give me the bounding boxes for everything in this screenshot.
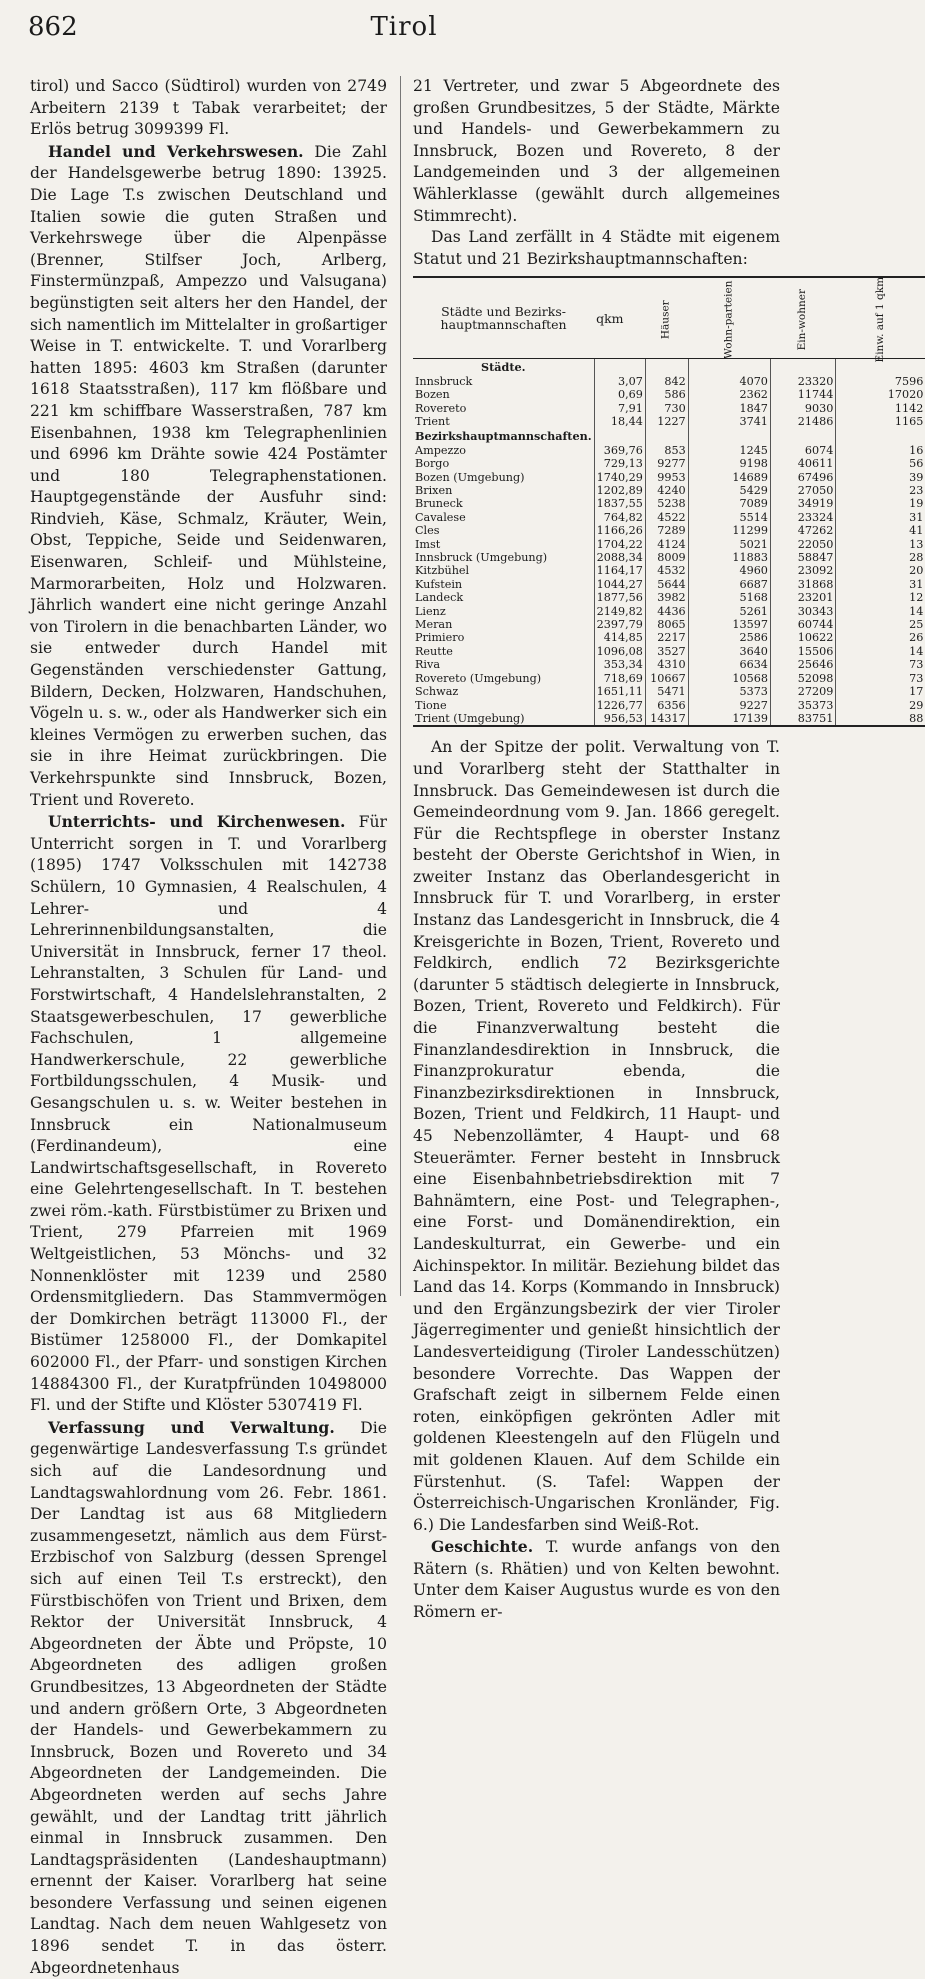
table-cell: 13	[836, 538, 925, 551]
table-cell: 19	[836, 497, 925, 510]
table-cell: 6074	[770, 444, 835, 457]
table-cell-name: Trient (Umgebung)	[413, 712, 594, 726]
paragraph-text: Die gegenwärtige Landesverfassung T.s gründet sich auf die Landesordnung und Landtagswahlordnung vom 26. Febr. 1861. Der Landtag ist aus 68 Mitgliedern zusammengesetzt, nämlich aus dem Fürst-Erzbischof von Salzburg (dessen Sprengel sich auf einen Teil T.s erstreckt), den Fürstbischöfen von Trient und Brixen, dem Rektor der Universität Innsbruck, 4 Abgeordneten der Äbte und Pröpste, 10 Abgeordneten des adligen großen Grundbesitzes, 13 Abgeordneten der Städte und andern größern Orte, 3 Abgeordneten der Handels- und Gewerbekammern zu Innsbruck, Bozen und Rovereto und 34 Abgeordneten der Landgemeinden. Die Abgeordneten werden auf sechs Jahre gewählt, und der Landtag tritt jährlich einmal in Innsbruck zusammen. Den Landtagspräsidenten (Landeshauptmann) ernennt der Kaiser. Vorarlberg hat seine besondere Verfassung und seinen eigenen Landtag. Nach dem neuen Wahlgesetz von 1896 sendet T. in das österr. Abgeordnetenhaus	[30, 1418, 387, 1977]
table-cell-name: Imst	[415, 537, 441, 551]
table-cell: 11299	[688, 524, 770, 537]
table-cell	[688, 359, 770, 375]
table-cell-name: Brixen	[415, 484, 453, 497]
table-cell: 10622	[770, 631, 835, 644]
table-row	[413, 402, 925, 415]
table-cell: 2586	[688, 631, 770, 644]
table-cell: 23	[836, 484, 925, 497]
table-cell: 40611	[770, 457, 835, 470]
table-row	[413, 605, 925, 618]
table-cell: 7289	[645, 524, 688, 537]
table-row	[413, 699, 925, 712]
section-heading: Geschichte.	[431, 1537, 534, 1557]
table-cell: 73	[836, 672, 925, 685]
table-cell: 2362	[688, 388, 770, 401]
table-cell	[770, 428, 835, 443]
table-cell: 23320	[770, 375, 835, 388]
table-cell: 73	[836, 658, 925, 671]
table-cell: 23092	[770, 564, 835, 577]
table-cell-name: Bruneck	[415, 497, 463, 511]
table-cell: 25	[836, 618, 925, 631]
table-cell: 4070	[688, 375, 770, 388]
table-cell: 14317	[645, 712, 688, 726]
table-cell: 1142	[836, 402, 925, 415]
table-cell: 5373	[688, 685, 770, 698]
table-row	[413, 564, 925, 577]
table-section-label: Bezirkshauptmannschaften.	[415, 429, 592, 444]
table-cell: 5238	[645, 497, 688, 510]
table-row	[413, 578, 925, 591]
table-cell: 35373	[770, 699, 835, 712]
paragraph	[30, 1417, 387, 1979]
table-cell: 5261	[688, 605, 770, 618]
table-cell: 10568	[688, 672, 770, 685]
table-section-row	[413, 359, 925, 375]
table-cell: 1226,77	[594, 699, 645, 712]
table-cell: 1651,11	[594, 685, 645, 698]
table-cell: 4960	[688, 564, 770, 577]
col-header-density: Einw. auf 1 qkm	[836, 277, 925, 359]
table-cell: 31	[836, 578, 925, 591]
table-row	[413, 497, 925, 510]
table-cell: 39	[836, 471, 925, 484]
table-cell: 25646	[770, 658, 835, 671]
paragraph-text: T. wurde anfangs von den Rätern (s. Rhätien) und von Kelten bewohnt. Unter dem Kaiser Augustus wurde es von den Römern er-	[413, 1538, 780, 1622]
table-row	[413, 658, 925, 671]
table-cell	[836, 428, 925, 443]
col-header-inhabitants: Ein-wohner	[770, 277, 835, 359]
table-cell: 10667	[645, 672, 688, 685]
paragraph-text: Das Land zerfällt in 4 Städte mit eigenem Statut und 21 Bezirkshauptmannschaften:	[413, 228, 780, 268]
table-cell-name: Bozen (Umgebung)	[415, 470, 525, 484]
table-cell: 1166,26	[594, 524, 645, 537]
table-row	[413, 375, 925, 388]
table-cell: 414,85	[594, 631, 645, 644]
table-cell: 7089	[688, 497, 770, 510]
table-cell-name: Rovereto	[415, 401, 467, 415]
table-cell: 5514	[688, 511, 770, 524]
table-section-label: Städte.	[481, 360, 526, 375]
table-cell: 1202,89	[594, 484, 645, 497]
table-cell: 5644	[645, 578, 688, 591]
table-row	[413, 388, 925, 401]
table-cell: 1847	[688, 402, 770, 415]
table-cell: 1227	[645, 415, 688, 428]
table-cell: 52098	[770, 672, 835, 685]
table-cell: 1164,17	[594, 564, 645, 577]
table-cell-name: Tione	[415, 698, 447, 712]
table-cell: 718,69	[594, 672, 645, 685]
table-cell: 18,44	[594, 415, 645, 428]
table-cell: 1245	[688, 444, 770, 457]
table-cell: 3527	[645, 645, 688, 658]
table-cell: 20	[836, 564, 925, 577]
table-row	[413, 415, 925, 428]
table-cell: 17139	[688, 712, 770, 726]
table-row	[413, 591, 925, 604]
table-cell: 4124	[645, 538, 688, 551]
table-cell: 9227	[688, 699, 770, 712]
table-cell: 1044,27	[594, 578, 645, 591]
table-cell: 1877,56	[594, 591, 645, 604]
table-cell-name: Landeck	[415, 591, 464, 605]
table-cell: 4522	[645, 511, 688, 524]
table-cell-name: Trient	[415, 414, 450, 428]
table-cell: 2088,34	[594, 551, 645, 564]
table-cell: 22050	[770, 538, 835, 551]
table-cell: 369,76	[594, 444, 645, 457]
districts-table	[413, 276, 925, 727]
table-cell: 5021	[688, 538, 770, 551]
table-cell-name: Innsbruck (Umgebung)	[415, 551, 548, 565]
table-cell: 353,34	[594, 658, 645, 671]
page-number: 862	[28, 12, 78, 42]
table-cell: 56	[836, 457, 925, 470]
table-cell: 88	[836, 712, 925, 726]
table-cell: 1096,08	[594, 645, 645, 658]
table-cell: 34919	[770, 497, 835, 510]
table-section-row	[413, 428, 925, 443]
table-row	[413, 484, 925, 497]
table-cell	[594, 359, 645, 375]
table-cell: 17020	[836, 388, 925, 401]
paragraph-text: An der Spitze der polit. Verwaltung von T. und Vorarlberg steht der Statthalter in Innsbruck. Das Gemeindewesen ist durch die Gemeindeordnung vom 9. Jan. 1866 geregelt. Für die Rechtspflege in oberster Instanz besteht der Oberste Gerichtshof in Wien, in zweiter Instanz das Oberlandesgericht in Innsbruck für T. und Vorarlberg, in erster Instanz das Landesgericht in Innsbruck, die 4 Kreisgerichte in Bozen, Trient, Rovereto und Feldkirch, endlich 72 Bezirksgerichte (darunter 5 städtisch delegierte in Innsbruck, Bozen, Trient, Rovereto und Feldkirch). Für die Finanzverwaltung besteht die Finanzlandesdirektion in Innsbruck, die Finanzprokuratur ebenda, die Finanzbezirksdirektionen in Innsbruck, Bozen, Trient und Feldkirch, 11 Haupt- und 45 Nebenzollämter, 4 Haupt- und 68 Steuerämter. Ferner besteht in Innsbruck eine Eisenbahnbetriebsdirektion mit 7 Bahnämtern, eine Post- und Telegraphen-, eine Forst- und Domänendirektion, ein Landeskulturrat, ein Gewerbe- und ein Aichinspektor. In militär. Beziehung bildet das Land das 14. Korps (Kommando in Innsbruck) und den Ergänzungsbezirk der vier Tiroler Jägerregimenter und genießt hinsichtlich der Landesverteidigung (Tiroler Landesschützen) besondere Vorrechte. Das Wappen der Grafschaft zeigt in silbernem Felde einen roten, einköpfigen gekrönten Adler mit goldenen Kleestengeln auf den Flügeln und mit goldenen Klauen. Auf dem Schilde ein Fürstenhut. (S. Tafel: Wappen der Österreichisch-Ungarischen Kronländer, Fig. 6.) Die Landesfarben sind Weiß-Rot.	[413, 738, 780, 1534]
page-header	[28, 8, 780, 48]
table-cell-name: Schwaz	[415, 685, 459, 699]
table-cell: 9953	[645, 471, 688, 484]
table-cell	[645, 359, 688, 375]
table-row	[413, 551, 925, 564]
table-cell: 27050	[770, 484, 835, 497]
table-cell: 9277	[645, 457, 688, 470]
col-header-households: Wohn-parteien	[688, 277, 770, 359]
table-cell: 3,07	[594, 375, 645, 388]
table-cell: 6634	[688, 658, 770, 671]
table-cell	[594, 428, 645, 443]
table-cell: 730	[645, 402, 688, 415]
table-cell: 729,13	[594, 457, 645, 470]
table-cell: 5471	[645, 685, 688, 698]
table-cell-name: Riva	[415, 658, 440, 672]
table-cell: 21486	[770, 415, 835, 428]
table-cell: 16	[836, 444, 925, 457]
paragraph	[30, 141, 387, 811]
table-cell: 28	[836, 551, 925, 564]
table-cell: 4436	[645, 605, 688, 618]
right-intro	[413, 76, 780, 270]
section-heading: Handel und Verkehrswesen.	[48, 141, 304, 161]
table-cell: 586	[645, 388, 688, 401]
paragraph	[413, 737, 780, 1536]
section-heading: Unterrichts- und Kirchenwesen.	[48, 812, 346, 832]
table-row	[413, 712, 925, 726]
paragraph	[413, 1536, 780, 1623]
right-column	[413, 76, 924, 1624]
col-header-name: Städte und Bezirks-hauptmannschaften	[413, 277, 594, 359]
table-cell: 2217	[645, 631, 688, 644]
table-cell-name: Cles	[415, 524, 440, 538]
table-cell: 11883	[688, 551, 770, 564]
table-cell: 47262	[770, 524, 835, 537]
table-cell: 12	[836, 591, 925, 604]
table-cell: 4240	[645, 484, 688, 497]
table-cell: 83751	[770, 712, 835, 726]
table-cell: 4532	[645, 564, 688, 577]
table-cell-name: Primiero	[415, 631, 465, 645]
table-cell: 30343	[770, 605, 835, 618]
paragraph-text: 21 Vertreter, und zwar 5 Abgeordnete des großen Grundbesitzes, 5 der Städte, Märkte und Handels- und Gewerbekammern zu Innsbruck, Bozen und Rovereto, 8 der Landgemeinden und 3 der allgemeinen Wählerklasse (gewählt durch allgemeines Stimmrecht).	[413, 77, 780, 225]
table-cell-name: Reutte	[415, 644, 453, 658]
table-cell: 5168	[688, 591, 770, 604]
table-cell: 67496	[770, 471, 835, 484]
table-cell: 31868	[770, 578, 835, 591]
table-row	[413, 672, 925, 685]
table-cell: 8009	[645, 551, 688, 564]
table-cell: 11744	[770, 388, 835, 401]
table-header-row	[413, 277, 925, 359]
table-cell: 13597	[688, 618, 770, 631]
table-cell-name: Meran	[415, 618, 453, 632]
table-cell: 853	[645, 444, 688, 457]
table-cell: 6356	[645, 699, 688, 712]
table-cell: 956,53	[594, 712, 645, 726]
table-cell	[770, 359, 835, 375]
table-cell: 29	[836, 699, 925, 712]
table-cell	[688, 428, 770, 443]
table-cell: 764,82	[594, 511, 645, 524]
table-cell: 7,91	[594, 402, 645, 415]
paragraph	[413, 76, 780, 227]
paragraph	[413, 227, 780, 270]
col-header-qkm: qkm	[594, 277, 645, 359]
table-cell: 26	[836, 631, 925, 644]
table-cell-name: Borgo	[415, 457, 450, 471]
table-cell-name: Rovereto (Umgebung)	[415, 671, 542, 685]
table-cell: 1837,55	[594, 497, 645, 510]
table-cell: 14	[836, 605, 925, 618]
table-cell: 9030	[770, 402, 835, 415]
table-cell: 1704,22	[594, 538, 645, 551]
table-cell: 31	[836, 511, 925, 524]
table-row	[413, 444, 925, 457]
table-cell: 15506	[770, 645, 835, 658]
section-heading: Verfassung und Verwaltung.	[48, 1417, 335, 1437]
table-cell: 842	[645, 375, 688, 388]
table-cell-name: Cavalese	[415, 510, 466, 524]
table-row	[413, 685, 925, 698]
paragraph-text: Für Unterricht sorgen in T. und Vorarlberg (1895) 1747 Volksschulen mit 142738 Schülern, 10 Gymnasien, 4 Realschulen, 4 Lehrer- und 4 Lehrerinnenbildungsanstalten, die Universität in Innsbruck, ferner 17 theol. Lehranstalten, 3 Schulen für Land- und Forstwirtschaft, 4 Handelslehranstalten, 2 Staatsgewerbeschulen, 17 gewerbliche Fachschulen, 1 allgemeine Handwerkerschule, 22 gewerbliche Fortbildungsschulen, 4 Musik- und Gesangschulen u. s. w. Weiter bestehen in Innsbruck ein Nationalmuseum (Ferdinandeum), eine Landwirtschaftsgesellschaft, in Rovereto eine Gelehrtengesellschaft. In T. bestehen zwei röm.-kath. Fürstbistümer zu Brixen und Trient, 279 Pfarreien mit 1969 Weltgeistlichen, 53 Mönchs- und 32 Nonnenklöster mit 1239 und 2580 Ordensmitgliedern. Das Stammvermögen der Domkirchen beträgt 113000 Fl., der Bistümer 1258000 Fl., der Domkapitel 602000 Fl., der Pfarr- und sonstigen Kirchen 14884300 Fl., der Kuratpfründen 10498000 Fl. und der Stifte und Klöster 5307419 Fl.	[30, 813, 387, 1415]
table-cell: 58847	[770, 551, 835, 564]
table-row	[413, 471, 925, 484]
table-row	[413, 524, 925, 537]
paragraph	[30, 811, 387, 1417]
table-cell: 27209	[770, 685, 835, 698]
table-row	[413, 457, 925, 470]
table-cell-name: Kitzbühel	[415, 564, 470, 578]
table-cell: 14689	[688, 471, 770, 484]
table-cell: 2149,82	[594, 605, 645, 618]
table-cell: 23324	[770, 511, 835, 524]
table-cell: 3741	[688, 415, 770, 428]
table-cell: 8065	[645, 618, 688, 631]
table-cell-name: Lienz	[415, 604, 446, 618]
table-cell: 9198	[688, 457, 770, 470]
table-row	[413, 511, 925, 524]
table-cell: 1740,29	[594, 471, 645, 484]
table-cell	[645, 428, 688, 443]
table-row	[413, 618, 925, 631]
table-row	[413, 645, 925, 658]
table-cell: 7596	[836, 375, 925, 388]
table-row	[413, 538, 925, 551]
table-cell: 60744	[770, 618, 835, 631]
running-title: Tirol	[370, 12, 438, 42]
paragraph-text: tirol) und Sacco (Südtirol) wurden von 2749 Arbeitern 2139 t Tabak verarbeitet; der Erlös betrug 3099399 Fl.	[30, 77, 387, 139]
table-cell: 14	[836, 645, 925, 658]
table-cell: 3982	[645, 591, 688, 604]
table-cell: 4310	[645, 658, 688, 671]
right-after	[413, 737, 780, 1623]
col-header-houses: Häuser	[645, 277, 688, 359]
paragraph-text: Die Zahl der Handelsgewerbe betrug 1890: 13925. Die Lage T.s zwischen Deutschland und Italien sowie die guten Straßen und Verkehrswege über die Alpenpässe (Brenner, Stilfser Joch, Arlberg, Finstermünzpaß, Ampezzo und Valsugana) begünstigten seit alters her den Handel, der sich namentlich im Mittelalter in großartiger Weise in T. entwickelte. T. und Vorarlberg hatten 1895: 4603 km Straßen (darunter 1618 Staatsstraßen), 117 km flößbare und 221 km schiffbare Wasserstraßen, 787 km Eisenbahnen, 1938 km Telegraphenlinien und 6996 km Drähte sowie 424 Postämter und 180 Telegraphenstationen. Hauptgegenstände der Ausfuhr sind: Rindvieh, Käse, Schmalz, Kräuter, Wein, Obst, Teppiche, Seide und Seidenwaren, Eisenwaren, Schleif- und Mühlsteine, Marmorarbeiten, Holz und Holzwaren. Jährlich wandert eine nicht geringe Anzahl von Tirolern in die benachbarten Länder, wo sie entweder durch Handel mit Gegenständen verschiedenster Gattung, Bildern, Decken, Holzwaren, Handschuhen, Vögeln u. s. w., oder als Handwerker sich ein kleines Vermögen zu erwerben suchen, das sie in ihre Heimat zurückbringen. Die Verkehrspunkte sind Innsbruck, Bozen, Trient und Rovereto.	[30, 142, 387, 809]
paragraph	[30, 76, 387, 141]
table-cell: 17	[836, 685, 925, 698]
table-cell-name: Kufstein	[415, 577, 463, 591]
table-cell: 2397,79	[594, 618, 645, 631]
table-cell-name: Bozen	[415, 388, 450, 402]
left-column	[30, 76, 387, 1979]
table-cell: 23201	[770, 591, 835, 604]
column-rule	[400, 76, 401, 1296]
table-cell: 1165	[836, 415, 925, 428]
table-row	[413, 631, 925, 644]
table-cell: 5429	[688, 484, 770, 497]
table-cell: 0,69	[594, 388, 645, 401]
table-cell: 3640	[688, 645, 770, 658]
table-cell: 6687	[688, 578, 770, 591]
table-cell-name: Innsbruck	[415, 374, 473, 388]
table-cell: 41	[836, 524, 925, 537]
table-cell-name: Ampezzo	[415, 443, 466, 457]
